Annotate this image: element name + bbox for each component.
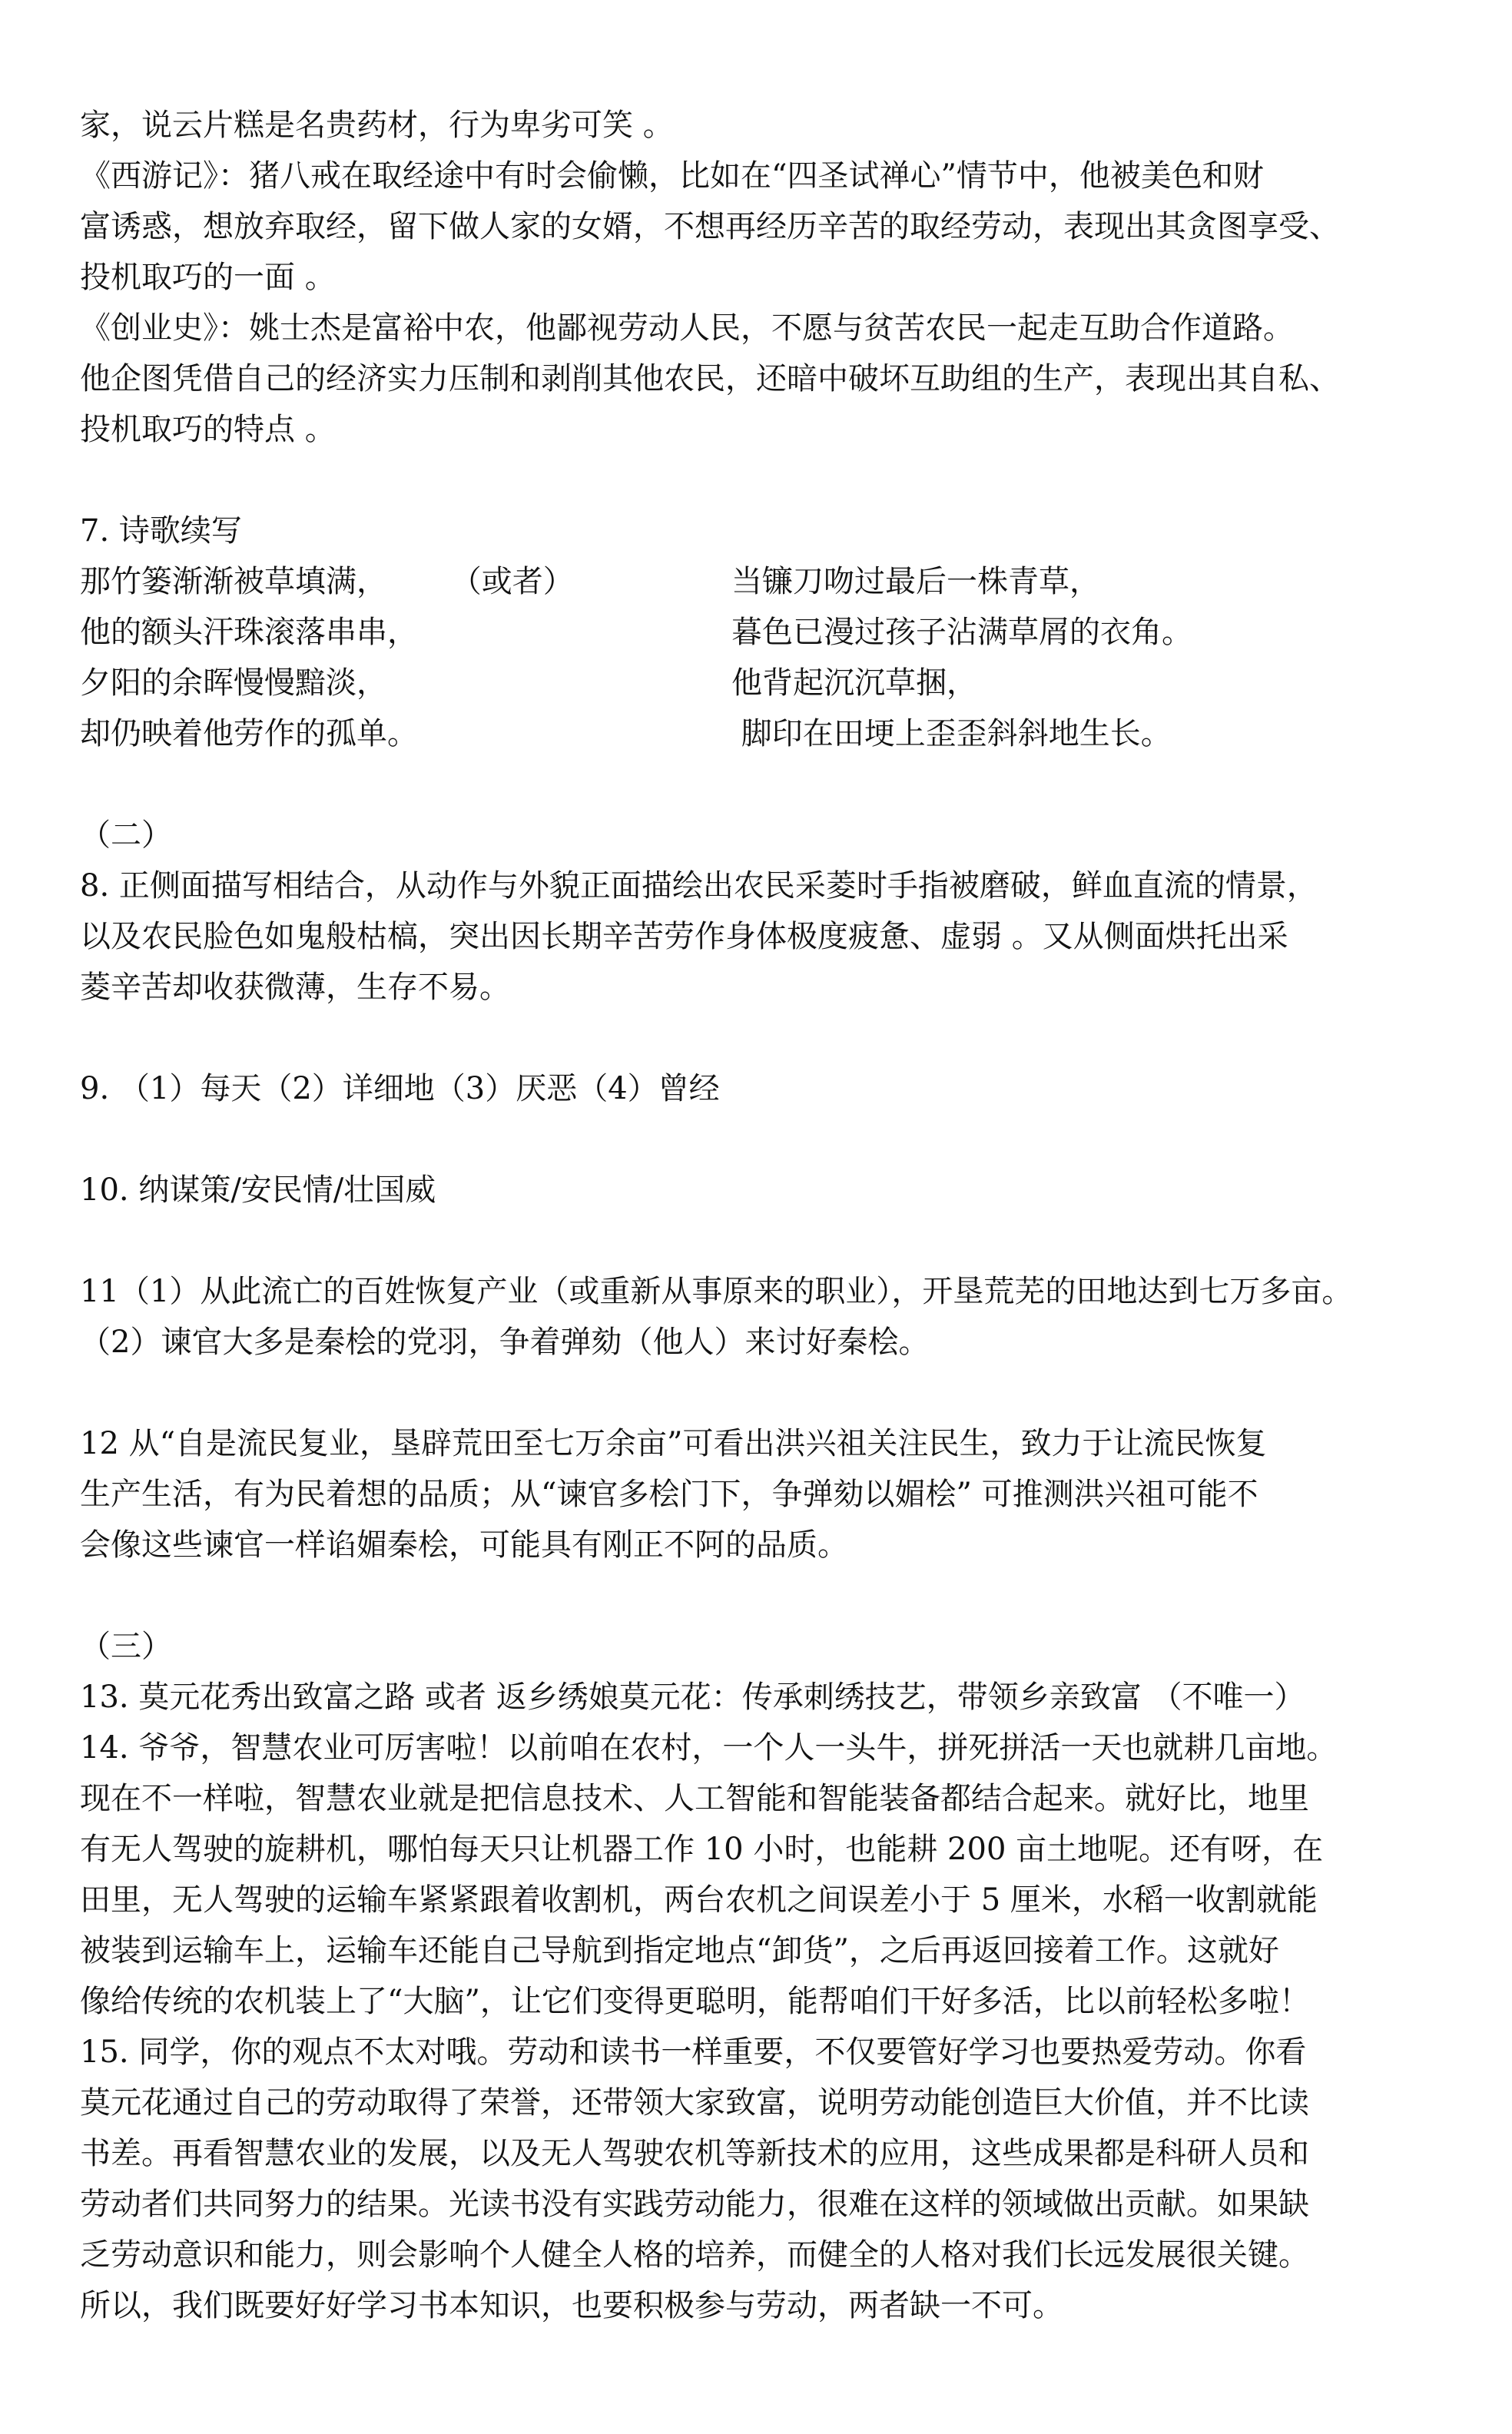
- text-line: 生产生活，有为民着想的品质；从“谏官多桧门下，争弹劾以媚桧” 可推测洪兴祖可能不: [80, 1477, 1258, 1512]
- text-line: 有无人驾驶的旋耕机，哪怕每天只让机器工作 10 小时，也能耕 200 亩土地呢。还有呀，在: [80, 1832, 1324, 1867]
- question-10: 10. 纳谋策/安民情/壮国威: [80, 1172, 436, 1208]
- poem-line-right: 脚印在田埂上歪歪斜斜地生长。: [731, 716, 1172, 751]
- text-line: 8. 正侧面描写相结合，从动作与外貌正面描绘出农民采菱时手指被磨破，鲜血直流的情景，: [80, 868, 1318, 904]
- text-line: 劳动者们共同努力的结果。光读书没有实践劳动能力，很难在这样的领域做出贡献。如果缺: [80, 2187, 1309, 2222]
- text-line: 投机取巧的特点 。: [80, 412, 336, 447]
- text-line: 14. 爷爷，智慧农业可厉害啦！以前咱在农村，一个人一头牛，拼死拼活一天也就耕几亩地。: [80, 1730, 1338, 1766]
- question-title: 7. 诗歌续写: [80, 513, 242, 549]
- poem-row: [80, 607, 1432, 658]
- poem-row: [80, 556, 1432, 607]
- text-line: 所以，我们既要好好学习书本知识，也要积极参与劳动，两者缺一不可。: [80, 2288, 1063, 2323]
- section-heading-3: （三）: [80, 1629, 172, 1664]
- text-line: 会像这些谏官一样谄媚秦桧，可能具有刚正不阿的品质。: [80, 1527, 848, 1563]
- answer-paragraph-chuangyeshi: [80, 303, 1432, 455]
- question-14: [80, 1723, 1432, 2027]
- text-line: 投机取巧的一面 。: [80, 260, 336, 295]
- text-line: 《创业史》：姚士杰是富裕中农，他鄙视劳动人民，不愿与贫苦农民一起走互助合作道路。: [80, 310, 1294, 346]
- question-9: 9. （1）每天（2）详细地（3）厌恶（4）曾经: [80, 1071, 720, 1106]
- poem-line-left: 那竹篓渐渐被草填满，: [80, 564, 387, 599]
- text-line: 书差。再看智慧农业的发展，以及无人驾驶农机等新技术的应用，这些成果都是科研人员和: [80, 2136, 1309, 2171]
- text-line: 《西游记》：猪八戒在取经途中有时会偷懒，比如在“四圣试禅心”情节中，他被美色和财: [80, 158, 1264, 194]
- answer-paragraph-continued: [80, 100, 1432, 151]
- question-11: [80, 1266, 1432, 1368]
- answer-paragraph-xiyouji: [80, 151, 1432, 303]
- text-line: 以及农民脸色如鬼般枯槁，突出因长期辛苦劳作身体极度疲惫、虚弱 。又从侧面烘托出采: [80, 919, 1288, 954]
- question-7: [80, 506, 1432, 759]
- or-label: （或者）: [450, 564, 574, 599]
- poem-row: [80, 708, 1432, 759]
- question-15: [80, 2027, 1432, 2331]
- text-line: 他企图凭借自己的经济实力压制和剥削其他农民，还暗中破坏互助组的生产，表现出其自私、: [80, 361, 1340, 396]
- text-line: 莫元花通过自己的劳动取得了荣誉，还带领大家致富，说明劳动能创造巨大价值，并不比读: [80, 2085, 1309, 2121]
- text-line: 15. 同学，你的观点不太对哦。劳动和读书一样重要，不仅要管好学习也要热爱劳动。你看: [80, 2034, 1307, 2070]
- text-line: 12 从“自是流民复业，垦辟荒田至七万余亩”可看出洪兴祖关注民生，致力于让流民恢复: [80, 1426, 1267, 1461]
- poem-row: [80, 658, 1432, 708]
- poem-line-left: 却仍映着他劳作的孤单。: [80, 716, 418, 751]
- text-line: 乏劳动意识和能力，则会影响个人健全人格的培养，而健全的人格对我们长远发展很关键。: [80, 2237, 1309, 2273]
- text-line: 11（1）从此流亡的百姓恢复产业（或重新从事原来的职业），开垦荒芜的田地达到七万多亩。: [80, 1274, 1353, 1309]
- question-8: [80, 861, 1432, 1013]
- section-heading-2: （二）: [80, 817, 172, 853]
- answer-document: [80, 100, 1432, 2331]
- question-12: [80, 1418, 1432, 1570]
- text-line: 菱辛苦却收获微薄，生存不易。: [80, 970, 510, 1005]
- poem-line-left: 夕阳的余晖慢慢黯淡，: [80, 665, 387, 701]
- question-13: 13. 莫元花秀出致富之路 或者 返乡绣娘莫元花：传承刺绣技艺，带领乡亲致富 （不唯一）: [80, 1680, 1305, 1715]
- text-line: 像给传统的农机装上了“大脑”，让它们变得更聪明，能帮咱们干好多活，比以前轻松多啦！: [80, 1984, 1310, 2019]
- poem-line-right: 当镰刀吻过最后一株青草，: [731, 564, 1100, 599]
- text-line: （2）谏官大多是秦桧的党羽，争着弹劾（他人）来讨好秦桧。: [80, 1325, 930, 1360]
- poem-line-left: 他的额头汗珠滚落串串，: [80, 615, 418, 650]
- text-line: 家，说云片糕是名贵药材，行为卑劣可笑 。: [80, 108, 674, 143]
- poem-line-right: 他背起沉沉草捆，: [731, 665, 977, 701]
- text-line: 现在不一样啦，智慧农业就是把信息技术、人工智能和智能装备都结合起来。就好比，地里: [80, 1781, 1309, 1816]
- text-line: 被装到运输车上，运输车还能自己导航到指定地点“卸货”，之后再返回接着工作。这就好: [80, 1933, 1279, 1968]
- text-line: 富诱惑，想放弃取经，留下做人家的女婿，不想再经历辛苦的取经劳动，表现出其贪图享受、: [80, 209, 1340, 244]
- text-line: 田里，无人驾驶的运输车紧紧跟着收割机，两台农机之间误差小于 5 厘米，水稻一收割就能: [80, 1882, 1318, 1918]
- poem-line-right: 暮色已漫过孩子沾满草屑的衣角。: [731, 615, 1192, 650]
